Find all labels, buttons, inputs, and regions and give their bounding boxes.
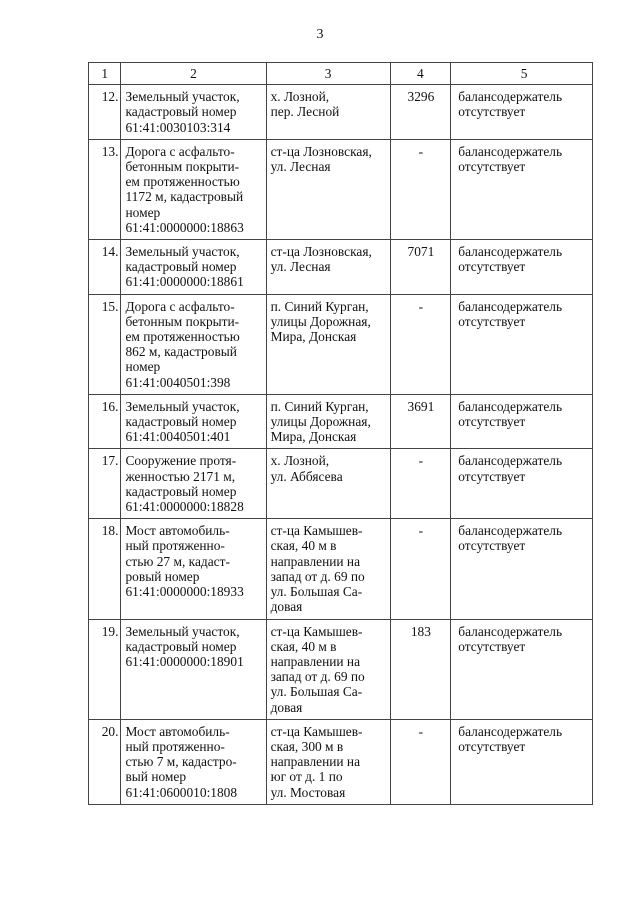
balance-holder — [451, 619, 593, 719]
object-description — [121, 240, 266, 295]
object-location — [266, 85, 390, 140]
object-location-text: п. Синий Курган, улицы Дорожная, Мира, Донская — [270, 398, 371, 445]
object-location — [266, 394, 390, 449]
row-number — [89, 294, 121, 394]
object-location-text: х. Лозной, пер. Лесной — [270, 89, 340, 120]
object-description — [121, 394, 266, 449]
row-number — [89, 519, 121, 619]
row-number — [89, 449, 121, 519]
table-row — [89, 719, 593, 804]
object-description-text: Мост автомобиль- ный протяженно- стью 27 м, кадаст- ровый номер 61:41:0000000:18933 — [125, 523, 244, 600]
object-location — [266, 519, 390, 619]
object-description — [121, 519, 266, 619]
table-row — [89, 294, 593, 394]
object-value — [390, 519, 451, 619]
table-row — [89, 240, 593, 295]
object-description-text: Мост автомобиль- ный протяженно- стью 7 м, кадастро- вый номер 61:41:0600010:1808 — [125, 723, 238, 800]
object-description — [121, 619, 266, 719]
row-number-text: 15. — [101, 298, 119, 314]
object-location — [266, 240, 390, 295]
object-description-text: Сооружение протя- женностью 2171 м, кадастровый номер 61:41:0000000:18828 — [125, 453, 244, 515]
object-value-text: - — [418, 143, 424, 159]
balance-holder-text: балансодержатель отсутствует — [458, 623, 563, 654]
object-description — [121, 85, 266, 140]
object-description-text: Дорога с асфальто- бетонным покрыти- ем протяженностью 1172 м, кадастровый номер 61:41:0000000:18863 — [125, 143, 244, 235]
balance-holder — [451, 294, 593, 394]
object-value — [390, 85, 451, 140]
row-number-text: 13. — [101, 143, 119, 159]
balance-holder — [451, 139, 593, 239]
column-header-3: 3 — [266, 63, 390, 85]
object-value — [390, 394, 451, 449]
object-description-text: Дорога с асфальто- бетонным покрыти- ем протяженностью 862 м, кадастровый номер 61:41:0040501:398 — [125, 298, 240, 390]
object-description-text: Земельный участок, кадастровый номер 61:41:0030103:314 — [125, 89, 240, 135]
row-number — [89, 394, 121, 449]
object-description — [121, 294, 266, 394]
object-location — [266, 619, 390, 719]
object-value — [390, 449, 451, 519]
table-row — [89, 619, 593, 719]
object-value-text: 183 — [410, 623, 431, 639]
row-number-text: 19. — [101, 623, 119, 639]
balance-holder-text: балансодержатель отсутствует — [458, 453, 563, 484]
object-description — [121, 449, 266, 519]
balance-holder — [451, 240, 593, 295]
object-location-text: п. Синий Курган, улицы Дорожная, Мира, Донская — [270, 298, 371, 345]
row-number-text: 14. — [101, 244, 119, 260]
object-description-text: Земельный участок, кадастровый номер 61:41:0000000:18861 — [125, 244, 244, 290]
balance-holder — [451, 449, 593, 519]
balance-holder-text: балансодержатель отсутствует — [458, 244, 563, 275]
row-number-text: 16. — [101, 398, 119, 414]
row-number — [89, 85, 121, 140]
property-table — [88, 62, 593, 805]
row-number-text: 18. — [101, 523, 119, 539]
object-location-text: ст-ца Камышев- ская, 40 м в направлении на запад от д. 69 по ул. Большая Са- довая — [270, 523, 365, 615]
row-number-text: 12. — [101, 89, 119, 105]
balance-holder-text: балансодержатель отсутствует — [458, 398, 563, 430]
balance-holder — [451, 394, 593, 449]
balance-holder-text: балансодержатель отсутствует — [458, 298, 563, 329]
balance-holder-text: балансодержатель отсутствует — [458, 89, 563, 120]
object-value — [390, 240, 451, 295]
table-row — [89, 519, 593, 619]
object-value-text: - — [418, 298, 424, 314]
object-location-text: ст-ца Камышев- ская, 300 м в направлении на юг от д. 1 по ул. Мостовая — [270, 723, 363, 800]
table-row — [89, 139, 593, 239]
column-header-1: 1 — [89, 63, 121, 85]
page-number: 3 — [316, 27, 324, 42]
object-location-text: ст-ца Лозновская, ул. Лесная — [270, 244, 372, 275]
object-location-text: ст-ца Лозновская, ул. Лесная — [270, 143, 372, 175]
object-value — [390, 294, 451, 394]
balance-holder — [451, 519, 593, 619]
column-header-5: 5 — [451, 63, 593, 85]
object-value-text: - — [418, 523, 424, 539]
object-location — [266, 139, 390, 239]
row-number — [89, 619, 121, 719]
object-description-text: Земельный участок, кадастровый номер 61:41:0000000:18901 — [125, 623, 244, 669]
balance-holder-text: балансодержатель отсутствует — [458, 523, 563, 554]
table-row — [89, 85, 593, 140]
object-location — [266, 449, 390, 519]
row-number-text: 17. — [101, 453, 119, 469]
object-location — [266, 294, 390, 394]
row-number-text: 20. — [101, 723, 119, 739]
object-description — [121, 139, 266, 239]
column-header-4: 4 — [390, 63, 451, 85]
object-location-text: ст-ца Камышев- ская, 40 м в направлении на запад от д. 69 по ул. Большая Са- довая — [270, 623, 365, 715]
column-header-2: 2 — [121, 63, 266, 85]
object-value — [390, 139, 451, 239]
row-number — [89, 719, 121, 804]
balance-holder — [451, 719, 593, 804]
balance-holder-text: балансодержатель отсутствует — [458, 723, 563, 754]
object-value-text: 3691 — [407, 398, 435, 414]
table-row — [89, 394, 593, 449]
balance-holder-text: балансодержатель отсутствует — [458, 143, 563, 175]
balance-holder — [451, 85, 593, 140]
object-description-text: Земельный участок, кадастровый номер 61:41:0040501:401 — [125, 398, 240, 445]
object-value — [390, 719, 451, 804]
object-value-text: - — [418, 723, 424, 739]
table-header-row — [89, 63, 593, 85]
object-value-text: - — [418, 453, 424, 469]
object-value-text: 3296 — [407, 89, 435, 105]
table-row — [89, 449, 593, 519]
object-value — [390, 619, 451, 719]
object-location — [266, 719, 390, 804]
object-value-text: 7071 — [407, 244, 435, 260]
object-location-text: х. Лозной, ул. Аббясева — [270, 453, 343, 484]
object-description — [121, 719, 266, 804]
row-number — [89, 139, 121, 239]
row-number — [89, 240, 121, 295]
